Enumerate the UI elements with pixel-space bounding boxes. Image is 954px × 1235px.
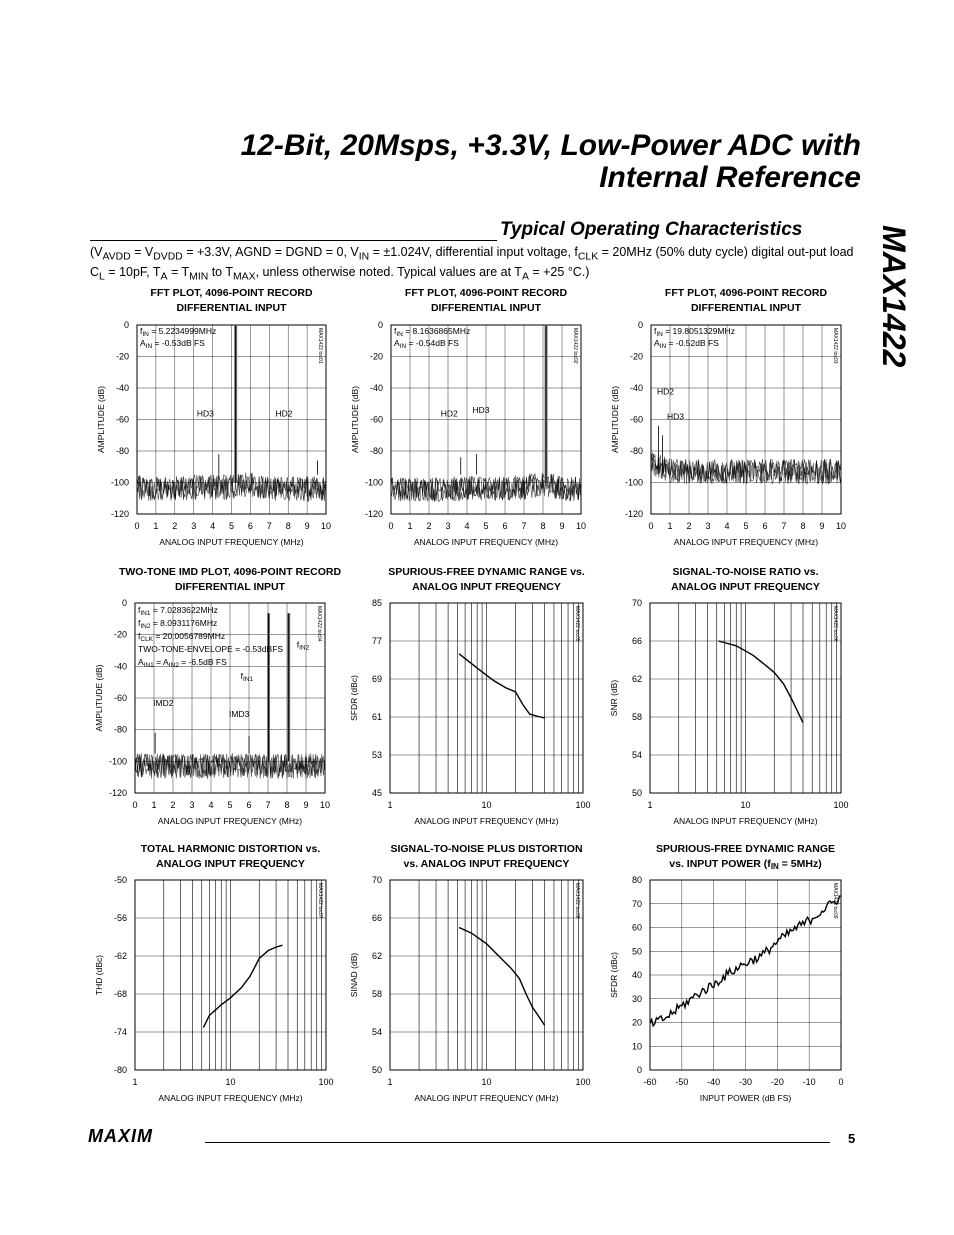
x-tick-label: 10 xyxy=(740,800,751,810)
subscript: IN xyxy=(656,331,663,338)
annotation-part: = 8.1636865MHz xyxy=(402,326,471,336)
x-tick-label: 7 xyxy=(781,521,787,531)
chart-title-line: TOTAL HARMONIC DISTORTION vs. xyxy=(140,843,321,855)
chart-thd xyxy=(94,843,334,1103)
x-tick-label: 0 xyxy=(838,1077,844,1087)
spur-label: HD2 xyxy=(657,386,675,397)
y-tick-label: 58 xyxy=(371,989,382,999)
annotation-part: = 7.0283622MHz xyxy=(150,605,218,615)
subscript: IN xyxy=(770,862,779,871)
x-axis-label: ANALOG INPUT FREQUENCY (MHz) xyxy=(414,1093,559,1103)
annotation-part: A xyxy=(394,338,400,348)
y-tick-label: -80 xyxy=(113,724,127,735)
figure-code: MAX1422 toc08 xyxy=(574,883,580,919)
x-tick-label: 6 xyxy=(762,521,768,531)
title-rest: = 5MHz) xyxy=(778,858,822,870)
y-tick-label: 40 xyxy=(631,970,642,980)
x-tick-label: 9 xyxy=(303,800,309,810)
y-tick-label: 54 xyxy=(631,750,642,760)
x-tick-label: -40 xyxy=(707,1077,721,1087)
annotation-part: f xyxy=(394,326,397,336)
y-tick-label: 45 xyxy=(371,788,382,798)
x-axis-label: ANALOG INPUT FREQUENCY (MHz) xyxy=(157,816,303,826)
x-tick-label: 10 xyxy=(225,1077,236,1087)
ain-annotation xyxy=(394,338,459,350)
annotation-part: = 8.0931176MHz xyxy=(150,618,218,628)
annotation-part: = 19.8051329MHz xyxy=(662,326,735,336)
x-axis-label: ANALOG INPUT FREQUENCY (MHz) xyxy=(413,537,559,547)
x-tick-label: 100 xyxy=(318,1077,334,1087)
chart-title-line: FFT PLOT, 4096-POINT RECORD xyxy=(150,287,313,299)
x-tick-label: 1 xyxy=(667,521,673,531)
y-tick-label: 53 xyxy=(371,750,382,760)
subscript: IN1 xyxy=(140,610,151,617)
chart-title-line: DIFFERENTIAL INPUT xyxy=(690,302,802,314)
y-tick-label: 58 xyxy=(631,712,642,722)
x-tick-label: 10 xyxy=(319,800,331,810)
x-tick-label: 0 xyxy=(388,521,394,531)
y-tick-label: 50 xyxy=(371,1065,382,1075)
y-tick-label: -40 xyxy=(115,383,129,393)
annotation-part: = 5.2234999MHz xyxy=(148,326,217,336)
spur-label xyxy=(297,639,310,651)
x-tick-label: 2 xyxy=(686,521,692,531)
y-tick-label: 70 xyxy=(371,875,382,885)
subscript: IN xyxy=(145,343,153,350)
y-tick-label: -50 xyxy=(113,875,127,885)
spur-label: HD2 xyxy=(275,408,293,419)
side-part-number-text: MAX1422 xyxy=(876,225,912,368)
x-tick-label: 1 xyxy=(647,800,653,810)
annotation-part: A xyxy=(140,338,146,348)
figure-code: MAX1422 toc01 xyxy=(317,328,323,364)
page-number: 5 xyxy=(848,1131,856,1146)
logo-text: MAXIM xyxy=(88,1127,153,1145)
x-axis-label: ANALOG INPUT FREQUENCY (MHz) xyxy=(673,537,819,547)
y-tick-label: 0 xyxy=(637,320,643,330)
figure-code: MAX1422 toc03 xyxy=(832,328,838,364)
data-series-line xyxy=(459,654,544,718)
chart-title-line: vs. INPUT POWER (fIN = 5MHz) xyxy=(669,858,822,871)
fin-annotation xyxy=(654,326,735,338)
y-tick-label: 66 xyxy=(631,636,642,646)
y-tick-label: -100 xyxy=(624,477,643,488)
x-tick-label: -20 xyxy=(770,1077,784,1087)
y-tick-label: -40 xyxy=(369,383,383,393)
chart-title-line: DIFFERENTIAL INPUT xyxy=(430,302,542,314)
y-tick-label: 54 xyxy=(371,1027,382,1037)
y-tick-label: -100 xyxy=(108,756,127,767)
chart-sfdrp xyxy=(609,843,844,1103)
y-tick-label: -60 xyxy=(113,693,127,703)
annotation-line xyxy=(138,618,217,630)
spur-label-text: f xyxy=(296,639,300,650)
y-tick-label: 30 xyxy=(631,993,642,1004)
y-axis-label: AMPLITUDE (dB) xyxy=(96,385,106,454)
x-tick-label: 1 xyxy=(153,521,159,531)
x-tick-label: -60 xyxy=(643,1077,657,1087)
x-tick-label: 2 xyxy=(426,521,432,531)
subscript: CLK xyxy=(140,636,154,643)
x-tick-label: 6 xyxy=(502,521,508,531)
figure-code: MAX1422 toc04 xyxy=(316,606,322,642)
footer-rule xyxy=(205,1142,830,1143)
x-tick-label: 5 xyxy=(228,521,235,531)
y-axis-label: SNR (dB) xyxy=(609,679,619,717)
y-tick-label: -120 xyxy=(624,509,643,519)
y-axis-label: SFDR (dBc) xyxy=(349,675,359,721)
x-tick-label: -50 xyxy=(675,1077,689,1087)
y-tick-label: 77 xyxy=(371,636,382,646)
y-tick-label: -20 xyxy=(115,351,129,362)
chart-title-line: FFT PLOT, 4096-POINT RECORD xyxy=(404,287,568,299)
y-tick-label: 70 xyxy=(631,898,642,909)
x-tick-label: 1 xyxy=(407,521,413,531)
title-line-1: 12-Bit, 20Msps, +3.3V, Low-Power ADC with xyxy=(240,129,861,162)
y-tick-label: 50 xyxy=(631,788,642,798)
subscript: IN2 xyxy=(168,662,179,669)
chart-title-line: SPURIOUS-FREE DYNAMIC RANGE vs. xyxy=(388,566,585,578)
chart-title-line: SIGNAL-TO-NOISE RATIO vs. xyxy=(672,566,819,578)
chart-fft1 xyxy=(96,287,331,547)
y-tick-label: -20 xyxy=(113,629,127,640)
x-tick-label: 0 xyxy=(134,521,140,531)
y-tick-label: 69 xyxy=(371,674,382,684)
chart-fft2 xyxy=(350,287,586,547)
annotation-part: = -6.5dB FS xyxy=(178,657,227,667)
subscript: IN2 xyxy=(299,644,310,652)
y-tick-label: 85 xyxy=(371,598,382,608)
section-title: Typical Operating Characteristics xyxy=(500,219,803,240)
maxim-logo-graphic xyxy=(88,1127,198,1145)
subscript: IN xyxy=(142,331,149,338)
x-tick-label: 10 xyxy=(575,521,587,531)
x-tick-label: 9 xyxy=(559,521,565,531)
ain-annotation xyxy=(140,338,205,350)
x-tick-label: 3 xyxy=(445,521,451,531)
y-tick-label: -56 xyxy=(113,913,127,923)
x-tick-label: 2 xyxy=(170,800,176,810)
x-tick-label: 4 xyxy=(724,521,730,531)
title-line-2: Internal Reference xyxy=(599,161,861,194)
subscript: IN1 xyxy=(143,662,154,669)
y-tick-label: -60 xyxy=(115,414,129,425)
chart-title-line: TWO-TONE IMD PLOT, 4096-POINT RECORD xyxy=(118,566,342,578)
spur-label xyxy=(153,698,174,708)
x-tick-label: 5 xyxy=(227,800,233,810)
annotation-part: = -0.54dB FS xyxy=(406,338,459,348)
y-tick-label: -100 xyxy=(110,477,129,488)
annotation-line xyxy=(138,605,218,617)
chart-title-line: ANALOG INPUT FREQUENCY xyxy=(671,581,820,593)
y-tick-label: 20 xyxy=(631,1017,642,1028)
x-tick-label: 7 xyxy=(521,521,527,531)
y-tick-label: -120 xyxy=(108,788,127,798)
fin-annotation xyxy=(140,326,216,338)
annotation-part: f xyxy=(138,631,141,641)
chart-fft3 xyxy=(610,287,846,547)
y-tick-label: -74 xyxy=(113,1027,127,1037)
x-tick-label: 3 xyxy=(705,521,711,531)
x-tick-label: 1 xyxy=(387,1077,393,1087)
x-tick-label: 7 xyxy=(265,800,271,810)
y-tick-label: 61 xyxy=(371,712,382,722)
annotation-line xyxy=(138,657,227,669)
fin-annotation xyxy=(394,326,470,338)
y-tick-label: 62 xyxy=(631,674,642,684)
x-tick-label: 4 xyxy=(208,800,214,810)
test-conditions: ($V_{AVDD} = V_{DVDD} = +3.3V$, AGND = DGND = 0, $V_{IN} = \pm 1.024V$, differential input voltage, $f_{CLK} = 20MHz$ (50% duty cycle) digital out-put load $C_L = 10pF$, $T_A = T_{MIN}$ to $T_{MAX}$, unless otherwise noted. Typical values are at $T_A = +25$ °C.) xyxy=(90,245,854,282)
x-axis-label: ANALOG INPUT FREQUENCY (MHz) xyxy=(673,816,818,826)
x-tick-label: 100 xyxy=(833,800,849,810)
x-tick-label: 10 xyxy=(481,800,492,810)
y-tick-label: -68 xyxy=(113,989,127,999)
chart-title-line: ANALOG INPUT FREQUENCY xyxy=(412,581,561,593)
ain-annotation xyxy=(654,338,719,350)
annotation-part: TWO-TONE-ENVELOPE = -0.53dBFS xyxy=(138,644,284,654)
annotation-part: = A xyxy=(153,657,169,667)
annotation-part: = -0.53dB FS xyxy=(152,338,205,348)
x-tick-label: 4 xyxy=(210,521,216,531)
y-axis-label: AMPLITUDE (dB) xyxy=(350,385,360,454)
y-tick-label: -80 xyxy=(113,1065,127,1075)
spur-label: HD3 xyxy=(196,408,214,419)
y-tick-label: 50 xyxy=(631,946,642,957)
annotation-part: = 20.0056789MHz xyxy=(153,631,226,641)
y-tick-label: -120 xyxy=(364,509,383,519)
y-tick-label: 62 xyxy=(371,951,382,961)
chart-title-line: SPURIOUS-FREE DYNAMIC RANGE xyxy=(655,843,836,855)
x-tick-label: 5 xyxy=(743,521,749,531)
x-tick-label: -10 xyxy=(802,1077,816,1087)
x-tick-label: 0 xyxy=(132,800,138,810)
x-tick-label: 1 xyxy=(151,800,157,810)
y-tick-label: 80 xyxy=(631,875,642,885)
y-tick-label: 60 xyxy=(631,922,642,933)
annotation-part: f xyxy=(138,618,141,628)
x-tick-label: 100 xyxy=(575,1077,591,1087)
chart-title-line: vs. ANALOG INPUT FREQUENCY xyxy=(403,858,570,870)
x-tick-label: -30 xyxy=(738,1077,753,1087)
x-axis-label: INPUT POWER (dB FS) xyxy=(699,1093,792,1103)
subscript: IN1 xyxy=(242,676,254,683)
figure-code: MAX1422 toc05 xyxy=(574,606,580,642)
y-tick-label: -60 xyxy=(369,414,383,425)
annotation-part: A xyxy=(138,657,144,667)
x-axis-label: ANALOG INPUT FREQUENCY (MHz) xyxy=(159,537,304,547)
annotation-line xyxy=(138,631,225,643)
y-tick-label: 10 xyxy=(631,1041,642,1052)
y-tick-label: 66 xyxy=(371,913,382,923)
y-tick-label: 0 xyxy=(636,1065,642,1075)
spur-label: HD3 xyxy=(472,405,490,416)
annotation-part: f xyxy=(654,326,657,336)
chart-title-line: ANALOG INPUT FREQUENCY xyxy=(156,858,305,870)
subscript: IN xyxy=(396,331,403,338)
y-tick-label: -40 xyxy=(629,383,643,393)
data-series-line xyxy=(203,945,282,1027)
spur-label: HD3 xyxy=(667,411,685,422)
x-tick-label: 8 xyxy=(284,800,290,810)
y-tick-label: -80 xyxy=(115,446,129,456)
annotation-part: = -0.52dB FS xyxy=(666,338,719,348)
x-axis-label: ANALOG INPUT FREQUENCY (MHz) xyxy=(158,1093,303,1103)
y-axis-label: SFDR (dBc) xyxy=(609,952,619,998)
subscript: IN2 xyxy=(140,623,151,630)
x-tick-label: 8 xyxy=(285,521,291,531)
chart-title-line: DIFFERENTIAL INPUT xyxy=(176,302,287,314)
y-tick-label: -40 xyxy=(113,661,127,672)
annotation-part: f xyxy=(140,326,143,336)
data-series-line xyxy=(459,928,544,1026)
figure-code: MAX1422 toc07 xyxy=(317,883,323,919)
annotation-part: f xyxy=(138,605,141,615)
x-tick-label: 2 xyxy=(172,521,178,531)
y-tick-label: -62 xyxy=(113,951,127,961)
y-tick-label: 0 xyxy=(377,320,383,330)
x-tick-label: 1 xyxy=(132,1077,138,1087)
spur-label xyxy=(241,671,254,683)
spur-label-text: f xyxy=(240,671,243,681)
figure-code: MAX1422 toc06 xyxy=(832,606,838,642)
x-tick-label: 5 xyxy=(483,521,489,531)
y-tick-label: -100 xyxy=(364,477,383,488)
y-axis-label: AMPLITUDE (dB) xyxy=(610,385,620,454)
x-tick-label: 100 xyxy=(575,800,591,810)
y-tick-label: 70 xyxy=(631,598,642,608)
chart-title-line: DIFFERENTIAL INPUT xyxy=(174,581,286,593)
y-tick-label: -80 xyxy=(629,446,643,456)
y-tick-label: -120 xyxy=(110,509,129,519)
data-series-line xyxy=(718,641,803,723)
y-axis-label: AMPLITUDE (dB) xyxy=(94,664,104,732)
x-tick-label: 7 xyxy=(266,521,272,531)
y-tick-label: -20 xyxy=(369,351,383,362)
x-tick-label: 9 xyxy=(819,521,825,531)
x-tick-label: 8 xyxy=(540,521,546,531)
y-tick-label: 0 xyxy=(121,598,127,608)
figure-code: MAX1422 toc09 xyxy=(832,883,838,919)
x-tick-label: 10 xyxy=(835,521,847,531)
y-tick-label: 0 xyxy=(123,320,129,330)
x-tick-label: 10 xyxy=(320,521,332,531)
spur-label: HD2 xyxy=(440,408,458,419)
x-tick-label: 6 xyxy=(247,521,253,531)
x-tick-label: 10 xyxy=(481,1077,492,1087)
y-tick-label: -20 xyxy=(629,351,643,362)
annotation-line xyxy=(138,644,283,654)
spur-label xyxy=(229,709,250,719)
x-tick-label: 8 xyxy=(800,521,806,531)
y-tick-label: -60 xyxy=(629,414,643,425)
x-tick-label: 1 xyxy=(387,800,393,810)
chart-sinad xyxy=(349,843,591,1103)
chart-imd xyxy=(94,566,341,826)
y-axis-label: SINAD (dB) xyxy=(349,952,359,998)
maxim-logo xyxy=(88,1127,198,1145)
x-tick-label: 9 xyxy=(304,521,310,531)
chart-sfdr xyxy=(349,566,591,826)
x-tick-label: 4 xyxy=(464,521,470,531)
figure-code: MAX1422 toc02 xyxy=(572,328,578,364)
y-axis-label: THD (dBc) xyxy=(94,954,104,996)
subscript: IN xyxy=(659,343,667,350)
y-tick-label: -80 xyxy=(369,446,383,456)
x-axis-label: ANALOG INPUT FREQUENCY (MHz) xyxy=(414,816,559,826)
chart-title-line: FFT PLOT, 4096-POINT RECORD xyxy=(664,287,828,299)
subscript: IN xyxy=(399,343,407,350)
x-tick-label: 3 xyxy=(189,800,195,810)
x-tick-label: 0 xyxy=(648,521,654,531)
x-tick-label: 6 xyxy=(246,800,252,810)
annotation-part: A xyxy=(654,338,660,348)
chart-snr xyxy=(609,566,849,826)
chart-title-line: SIGNAL-TO-NOISE PLUS DISTORTION xyxy=(390,843,583,855)
spur-label-text: IMD2 xyxy=(153,697,174,708)
spur-label-text: IMD3 xyxy=(229,709,250,719)
x-tick-label: 3 xyxy=(191,521,197,531)
